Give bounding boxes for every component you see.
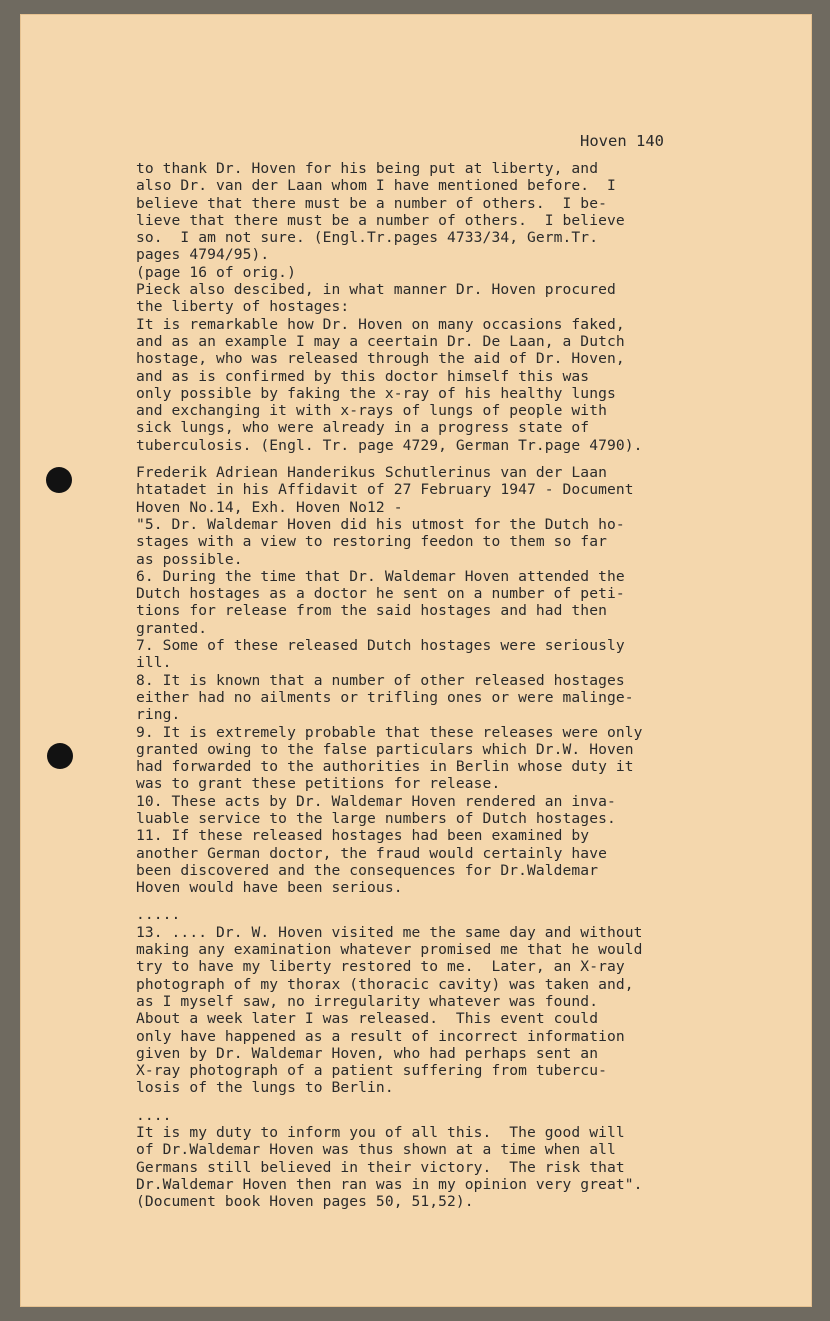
text-line: only have happened as a result of incorrect information [136,1027,625,1045]
text-line: been discovered and the consequences for Dr.Waldemar [136,861,599,879]
text-line: It is my duty to inform you of all this. The good will [136,1124,625,1142]
paragraph-gap [136,896,736,906]
text-line: either had no ailments or trifling ones or were malinge- [136,688,634,706]
text-line: try to have my liberty restored to me. Later, an X-ray [136,958,625,976]
text-line: only possible by faking the x-ray of his healthy lungs [136,384,616,402]
text-line: photograph of my thorax (thoracic cavity) was taken and, [136,975,634,993]
page-reference: Hoven 140 [580,132,664,150]
text-line: htatadet in his Affidavit of 27 February 1947 - Document [136,481,634,499]
text-line: the liberty of hostages: [136,298,350,316]
text-line: "5. Dr. Waldemar Hoven did his utmost for the Dutch ho- [136,515,625,533]
text-line: ..... [136,906,181,924]
text-line: tions for release from the said hostages and had then [136,602,607,620]
text-line: Germans still believed in their victory. The risk that [136,1158,625,1176]
text-line: to thank Dr. Hoven for his being put at liberty, and [136,160,599,177]
text-line: tuberculosis. (Engl. Tr. page 4729, German Tr.page 4790). [136,436,643,454]
text-line: had forwarded to the authorities in Berlin whose duty it [136,758,634,776]
text-line: making any examination whatever promised me that he would [136,941,643,959]
paragraph-gap [136,1097,736,1107]
text-line: granted owing to the false particulars which Dr.W. Hoven [136,740,634,758]
text-line: ring. [136,706,181,724]
text-line: Dutch hostages as a doctor he sent on a number of peti- [136,585,625,603]
text-line: lieve that there must be a number of others. I believe [136,211,625,229]
text-line: (Document book Hoven pages 50, 51,52). [136,1193,474,1211]
punch-hole-bottom [47,743,73,769]
text-line: 8. It is known that a number of other released hostages [136,671,625,689]
text-line: Dr.Waldemar Hoven then ran was in my opinion very great". [136,1175,643,1193]
text-line: was to grant these petitions for release. [136,775,501,793]
text-line: ill. [136,654,172,672]
document-body [136,160,736,1211]
text-line: as possible. [136,550,243,568]
punch-hole-top [46,467,72,493]
text-line: About a week later I was released. This event could [136,1010,599,1028]
text-line: Hoven No.14, Exh. Hoven No12 - [136,498,403,516]
text-line: 6. During the time that Dr. Waldemar Hoven attended the [136,567,625,585]
text-line: It is remarkable how Dr. Hoven on many occasions faked, [136,315,625,333]
text-line: 9. It is extremely probable that these releases were only [136,723,643,741]
text-line: 13. .... Dr. W. Hoven visited me the same day and without [136,923,643,941]
text-line: (page 16 of orig.) [136,263,296,281]
text-line: and as an example I may a ceertain Dr. De Laan, a Dutch [136,332,625,350]
text-line: stages with a view to restoring feedon to them so far [136,533,607,551]
text-line: also Dr. van der Laan whom I have mentioned before. I [136,177,616,195]
text-line: .... [136,1106,172,1124]
text-line: Hoven would have been serious. [136,879,403,897]
text-line: granted. [136,619,208,637]
text-line: sick lungs, who were already in a progress state of [136,419,590,437]
text-line: so. I am not sure. (Engl.Tr.pages 4733/34, Germ.Tr. [136,229,599,247]
text-line: 7. Some of these released Dutch hostages were seriously [136,637,625,655]
text-line: believe that there must be a number of others. I be- [136,194,607,212]
text-line: 10. These acts by Dr. Waldemar Hoven rendered an inva- [136,792,616,810]
text-line: pages 4794/95). [136,246,270,264]
text-line: of Dr.Waldemar Hoven was thus shown at a time when all [136,1141,616,1159]
text-line: losis of the lungs to Berlin. [136,1079,394,1097]
text-line: X-ray photograph of a patient suffering from tubercu- [136,1062,607,1080]
text-line: hostage, who was released through the aid of Dr. Hoven, [136,350,625,368]
text-line: luable service to the large numbers of Dutch hostages. [136,809,616,827]
text-line: another German doctor, the fraud would certainly have [136,844,607,862]
text-line: 11. If these released hostages had been examined by [136,827,590,845]
text-line: Frederik Adriean Handerikus Schutlerinus van der Laan [136,464,607,482]
text-line: and as is confirmed by this doctor himself this was [136,367,590,385]
text-line: as I myself saw, no irregularity whatever was found. [136,992,599,1010]
text-line: Pieck also descibed, in what manner Dr. Hoven procured [136,281,616,299]
text-line: given by Dr. Waldemar Hoven, who had perhaps sent an [136,1044,599,1062]
paragraph-gap [136,454,736,464]
text-line: and exchanging it with x-rays of lungs of people with [136,402,607,420]
